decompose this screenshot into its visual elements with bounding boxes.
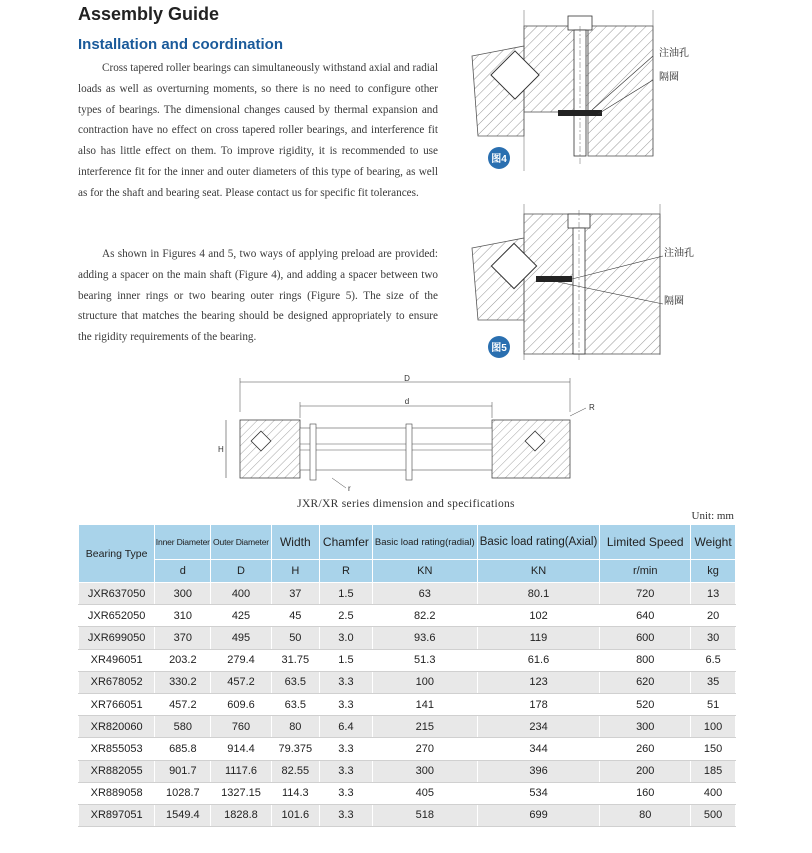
table-row — [79, 760, 736, 782]
cell-weight: 51 — [691, 693, 736, 715]
cell-chamfer: 3.3 — [320, 738, 373, 760]
cell-load-axial: 61.6 — [477, 649, 600, 671]
cell-load-axial: 234 — [477, 716, 600, 738]
cell-limited-speed: 200 — [600, 760, 691, 782]
unit-load-axial: KN — [477, 560, 600, 583]
chamfer-label: R — [589, 403, 595, 412]
cell-width: 31.75 — [271, 649, 319, 671]
table-row — [79, 605, 736, 627]
cell-width: 114.3 — [271, 782, 319, 804]
table-row — [79, 738, 736, 760]
header-chamfer: Chamfer — [320, 525, 373, 560]
cell-outer-diameter: 1327.15 — [211, 782, 271, 804]
table-row — [79, 627, 736, 649]
cell-load-axial: 102 — [477, 605, 600, 627]
cell-outer-diameter: 425 — [211, 605, 271, 627]
table-row — [79, 804, 736, 826]
unit-weight: kg — [691, 560, 736, 583]
cell-load-axial: 123 — [477, 671, 600, 693]
cell-load-radial: 215 — [372, 716, 477, 738]
unit-width: H — [271, 560, 319, 583]
cell-inner-diameter: 330.2 — [155, 671, 211, 693]
cell-load-radial: 82.2 — [372, 605, 477, 627]
cell-weight: 30 — [691, 627, 736, 649]
cell-bearing-type: XR820060 — [79, 716, 155, 738]
cell-load-axial: 178 — [477, 693, 600, 715]
cell-bearing-type: JXR699050 — [79, 627, 155, 649]
table-row — [79, 583, 736, 605]
cell-inner-diameter: 580 — [155, 716, 211, 738]
cell-width: 45 — [271, 605, 319, 627]
cell-limited-speed: 600 — [600, 627, 691, 649]
cell-inner-diameter: 457.2 — [155, 693, 211, 715]
cell-limited-speed: 620 — [600, 671, 691, 693]
cell-inner-diameter: 370 — [155, 627, 211, 649]
cell-limited-speed: 300 — [600, 716, 691, 738]
figure-5-badge-label: 图5 — [491, 343, 507, 354]
table-row — [79, 649, 736, 671]
header-bearing-type: Bearing Type — [79, 525, 155, 583]
cell-load-axial: 344 — [477, 738, 600, 760]
diameter-inner-label: d — [404, 397, 410, 406]
cell-chamfer: 2.5 — [320, 605, 373, 627]
figure-4-oil-hole-label: 注油孔 — [659, 48, 689, 59]
cell-width: 37 — [271, 583, 319, 605]
cell-inner-diameter: 310 — [155, 605, 211, 627]
cell-bearing-type: XR889058 — [79, 782, 155, 804]
cell-chamfer: 3.3 — [320, 804, 373, 826]
figure-5-spacer-label: 隔圈 — [664, 296, 684, 307]
table-row — [79, 716, 736, 738]
cell-inner-diameter: 901.7 — [155, 760, 211, 782]
cell-outer-diameter: 609.6 — [211, 693, 271, 715]
cell-inner-diameter: 1549.4 — [155, 804, 211, 826]
diameter-outer-label: D — [404, 374, 410, 383]
cell-limited-speed: 80 — [600, 804, 691, 826]
cell-outer-diameter: 914.4 — [211, 738, 271, 760]
cell-inner-diameter: 203.2 — [155, 649, 211, 671]
cell-outer-diameter: 279.4 — [211, 649, 271, 671]
cell-weight: 35 — [691, 671, 736, 693]
cell-outer-diameter: 495 — [211, 627, 271, 649]
cell-width: 50 — [271, 627, 319, 649]
cell-limited-speed: 520 — [600, 693, 691, 715]
cell-bearing-type: XR766051 — [79, 693, 155, 715]
figure-4-spacer-label: 隔圈 — [659, 72, 679, 83]
fillet-label: r — [348, 484, 351, 493]
cell-chamfer: 6.4 — [320, 716, 373, 738]
cell-load-radial: 300 — [372, 760, 477, 782]
cell-chamfer: 1.5 — [320, 649, 373, 671]
cell-limited-speed: 720 — [600, 583, 691, 605]
cell-weight: 500 — [691, 804, 736, 826]
cell-limited-speed: 260 — [600, 738, 691, 760]
header-load-radial: Basic load rating(radial) — [372, 525, 477, 560]
section-subtitle: Installation and coordination — [78, 36, 284, 53]
paragraph-installation-text: Cross tapered roller bearings can simultaneously withstand axial and radial loads as well as overturning moments, so there is no need to configure other types of bearings. The dimensional changes caused by thermal expansion and contraction have no effect on cross tapered roller bearings, and interference fit also has little effect on them. To improve rigidity, it is recommended to use interference fit for the inner and outer diameters of this type of bearing, as well as for the shaft and bearing seat. Please contact us for specific fit tolerances. — [78, 62, 438, 199]
unit-label: Unit: mm — [691, 510, 734, 522]
cell-weight: 6.5 — [691, 649, 736, 671]
cell-load-radial: 51.3 — [372, 649, 477, 671]
cell-bearing-type: XR855053 — [79, 738, 155, 760]
table-caption: JXR/XR series dimension and specifications — [297, 498, 515, 510]
table-row — [79, 782, 736, 804]
cell-outer-diameter: 1117.6 — [211, 760, 271, 782]
cell-load-axial: 119 — [477, 627, 600, 649]
cell-weight: 400 — [691, 782, 736, 804]
cell-chamfer: 1.5 — [320, 583, 373, 605]
cell-width: 63.5 — [271, 693, 319, 715]
cell-weight: 100 — [691, 716, 736, 738]
cell-outer-diameter: 760 — [211, 716, 271, 738]
unit-chamfer: R — [320, 560, 373, 583]
cell-bearing-type: JXR652050 — [79, 605, 155, 627]
cell-weight: 20 — [691, 605, 736, 627]
cell-load-radial: 93.6 — [372, 627, 477, 649]
figure-5-drawing — [468, 200, 708, 365]
cell-inner-diameter: 300 — [155, 583, 211, 605]
page-title: Assembly Guide — [78, 4, 220, 24]
cell-load-radial: 518 — [372, 804, 477, 826]
cell-load-radial: 100 — [372, 671, 477, 693]
spec-table — [78, 524, 736, 827]
cell-bearing-type: XR678052 — [79, 671, 155, 693]
cell-load-axial: 534 — [477, 782, 600, 804]
cell-bearing-type: XR496051 — [79, 649, 155, 671]
cell-width: 101.6 — [271, 804, 319, 826]
cell-limited-speed: 640 — [600, 605, 691, 627]
cell-bearing-type: JXR637050 — [79, 583, 155, 605]
header-weight: Weight — [691, 525, 736, 560]
cell-width: 63.5 — [271, 671, 319, 693]
table-row — [79, 693, 736, 715]
cell-width: 80 — [271, 716, 319, 738]
cell-outer-diameter: 457.2 — [211, 671, 271, 693]
cell-load-axial: 699 — [477, 804, 600, 826]
cell-load-axial: 80.1 — [477, 583, 600, 605]
cell-load-radial: 270 — [372, 738, 477, 760]
cell-bearing-type: XR897051 — [79, 804, 155, 826]
cell-chamfer: 3.3 — [320, 671, 373, 693]
cell-load-radial: 141 — [372, 693, 477, 715]
cell-weight: 150 — [691, 738, 736, 760]
header-inner-diameter: Inner Diameter — [155, 525, 211, 560]
cell-width: 79.375 — [271, 738, 319, 760]
header-load-axial: Basic load rating(Axial) — [477, 525, 600, 560]
bearing-dimension-drawing — [212, 372, 612, 494]
cell-chamfer: 3.3 — [320, 760, 373, 782]
cell-inner-diameter: 1028.7 — [155, 782, 211, 804]
cell-inner-diameter: 685.8 — [155, 738, 211, 760]
cell-limited-speed: 800 — [600, 649, 691, 671]
cell-chamfer: 3.3 — [320, 693, 373, 715]
unit-outer-diameter: D — [211, 560, 271, 583]
header-outer-diameter: Outer Diameter — [211, 525, 271, 560]
paragraph-preload-text: As shown in Figures 4 and 5, two ways of applying preload are provided: adding a spacer on the main shaft (Figure 4), and adding a spacer between two bearing inner rings or two bearing outer rings (Figure 5). The size of the structure that matches the bearing should be designed appropriately to ensure the rigidity requirements of the bearing. — [78, 248, 438, 344]
unit-limited-speed: r/min — [600, 560, 691, 583]
header-limited-speed: Limited Speed — [600, 525, 691, 560]
cell-bearing-type: XR882055 — [79, 760, 155, 782]
paragraph-installation — [78, 58, 438, 204]
cell-outer-diameter: 400 — [211, 583, 271, 605]
cell-weight: 13 — [691, 583, 736, 605]
cell-load-radial: 405 — [372, 782, 477, 804]
table-row — [79, 671, 736, 693]
paragraph-preload — [78, 244, 438, 348]
cell-outer-diameter: 1828.8 — [211, 804, 271, 826]
spec-table-body — [79, 583, 736, 827]
unit-inner-diameter: d — [155, 560, 211, 583]
cell-chamfer: 3.3 — [320, 782, 373, 804]
figure-4-badge-label: 图4 — [491, 154, 507, 165]
cell-weight: 185 — [691, 760, 736, 782]
height-label: H — [218, 445, 224, 454]
cell-width: 82.55 — [271, 760, 319, 782]
cell-load-radial: 63 — [372, 583, 477, 605]
header-width: Width — [271, 525, 319, 560]
cell-load-axial: 396 — [477, 760, 600, 782]
cell-limited-speed: 160 — [600, 782, 691, 804]
figure-4-drawing — [468, 6, 698, 176]
figure-5-oil-hole-label: 注油孔 — [664, 248, 694, 259]
unit-load-radial: KN — [372, 560, 477, 583]
cell-chamfer: 3.0 — [320, 627, 373, 649]
